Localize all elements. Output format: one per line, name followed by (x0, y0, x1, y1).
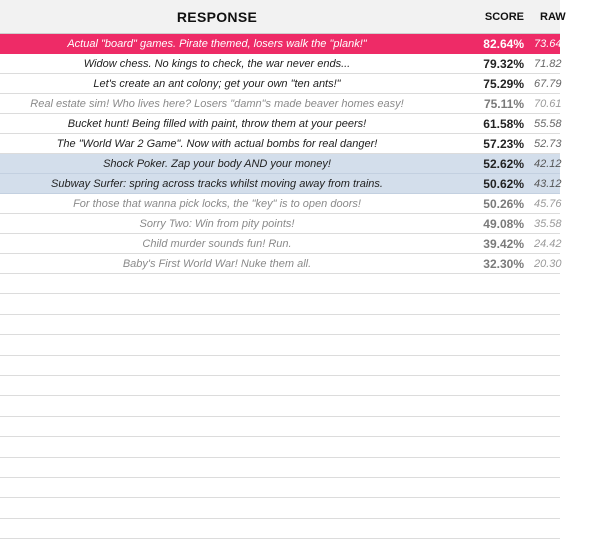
raw-cell[interactable]: 35.58 (534, 217, 562, 230)
raw-cell[interactable]: 24.42 (534, 237, 562, 250)
empty-row[interactable] (0, 376, 560, 396)
raw-cell[interactable]: 45.76 (534, 197, 562, 210)
raw-cell[interactable]: 71.82 (534, 57, 562, 70)
response-cell[interactable]: For those that wanna pick locks, the "key" is to open doors! (73, 197, 361, 210)
empty-row[interactable] (0, 519, 560, 539)
table-body (0, 34, 560, 274)
table-row[interactable] (0, 254, 560, 274)
response-cell[interactable]: Sorry Two: Win from pity points! (139, 217, 295, 230)
score-cell[interactable]: 61.58% (483, 116, 524, 131)
table-row[interactable] (0, 114, 560, 134)
raw-cell[interactable]: 20.30 (534, 257, 562, 270)
response-cell[interactable]: Actual "board" games. Pirate themed, losers walk the "plank!" (67, 37, 367, 50)
raw-cell[interactable]: 70.61 (534, 97, 562, 110)
response-cell[interactable]: Baby's First World War! Nuke them all. (122, 257, 312, 270)
score-cell[interactable]: 50.62% (483, 176, 524, 191)
score-cell[interactable]: 57.23% (483, 136, 524, 151)
response-cell[interactable]: Shock Poker. Zap your body AND your money! (103, 157, 331, 170)
empty-row[interactable] (0, 274, 560, 294)
response-cell[interactable]: Child murder sounds fun! Run. (142, 237, 292, 250)
response-cell[interactable]: Let's create an ant colony; get your own "ten ants!" (93, 77, 341, 90)
table-row[interactable] (0, 34, 560, 54)
raw-cell[interactable]: 42.12 (534, 157, 562, 170)
response-cell[interactable]: Subway Surfer: spring across tracks whilst moving away from trains. (51, 177, 383, 190)
score-cell[interactable]: 39.42% (483, 236, 524, 251)
table-row[interactable] (0, 134, 560, 154)
empty-row[interactable] (0, 417, 560, 437)
table-row[interactable] (0, 214, 560, 234)
response-cell[interactable]: Bucket hunt! Being filled with paint, throw them at your peers! (67, 117, 367, 130)
response-cell[interactable]: Real estate sim! Who lives here? Losers "damn"s made beaver homes easy! (30, 97, 404, 110)
response-column-header[interactable]: RESPONSE (176, 8, 258, 25)
raw-cell[interactable]: 73.64 (534, 37, 562, 50)
score-column-header[interactable]: SCORE (484, 10, 524, 23)
table-row[interactable] (0, 174, 560, 194)
empty-row[interactable] (0, 498, 560, 518)
response-cell[interactable]: Widow chess. No kings to check, the war never ends... (83, 57, 351, 70)
table-row[interactable] (0, 74, 560, 94)
empty-row[interactable] (0, 396, 560, 416)
score-cell[interactable]: 82.64% (483, 36, 524, 51)
empty-row[interactable] (0, 294, 560, 314)
table-row[interactable] (0, 94, 560, 114)
empty-rows (0, 274, 560, 539)
score-cell[interactable]: 50.26% (483, 196, 524, 211)
raw-cell[interactable]: 52.73 (534, 137, 562, 150)
empty-row[interactable] (0, 356, 560, 376)
score-cell[interactable]: 49.08% (483, 216, 524, 231)
score-cell[interactable]: 75.29% (483, 76, 524, 91)
raw-cell[interactable]: 67.79 (534, 77, 562, 90)
table-row[interactable] (0, 54, 560, 74)
score-cell[interactable]: 75.11% (483, 96, 524, 111)
table-row[interactable] (0, 234, 560, 254)
raw-column-header[interactable]: RAW (540, 10, 566, 23)
empty-row[interactable] (0, 458, 560, 478)
table-row[interactable] (0, 194, 560, 214)
score-cell[interactable]: 32.30% (483, 256, 524, 271)
empty-row[interactable] (0, 437, 560, 457)
score-cell[interactable]: 52.62% (483, 156, 524, 171)
empty-row[interactable] (0, 315, 560, 335)
table-row[interactable] (0, 154, 560, 174)
raw-cell[interactable]: 55.58 (534, 117, 562, 130)
score-cell[interactable]: 79.32% (483, 56, 524, 71)
raw-cell[interactable]: 43.12 (534, 177, 562, 190)
empty-row[interactable] (0, 478, 560, 498)
response-cell[interactable]: The "World War 2 Game". Now with actual bombs for real danger! (56, 137, 378, 150)
table-header (0, 0, 566, 34)
empty-row[interactable] (0, 335, 560, 355)
